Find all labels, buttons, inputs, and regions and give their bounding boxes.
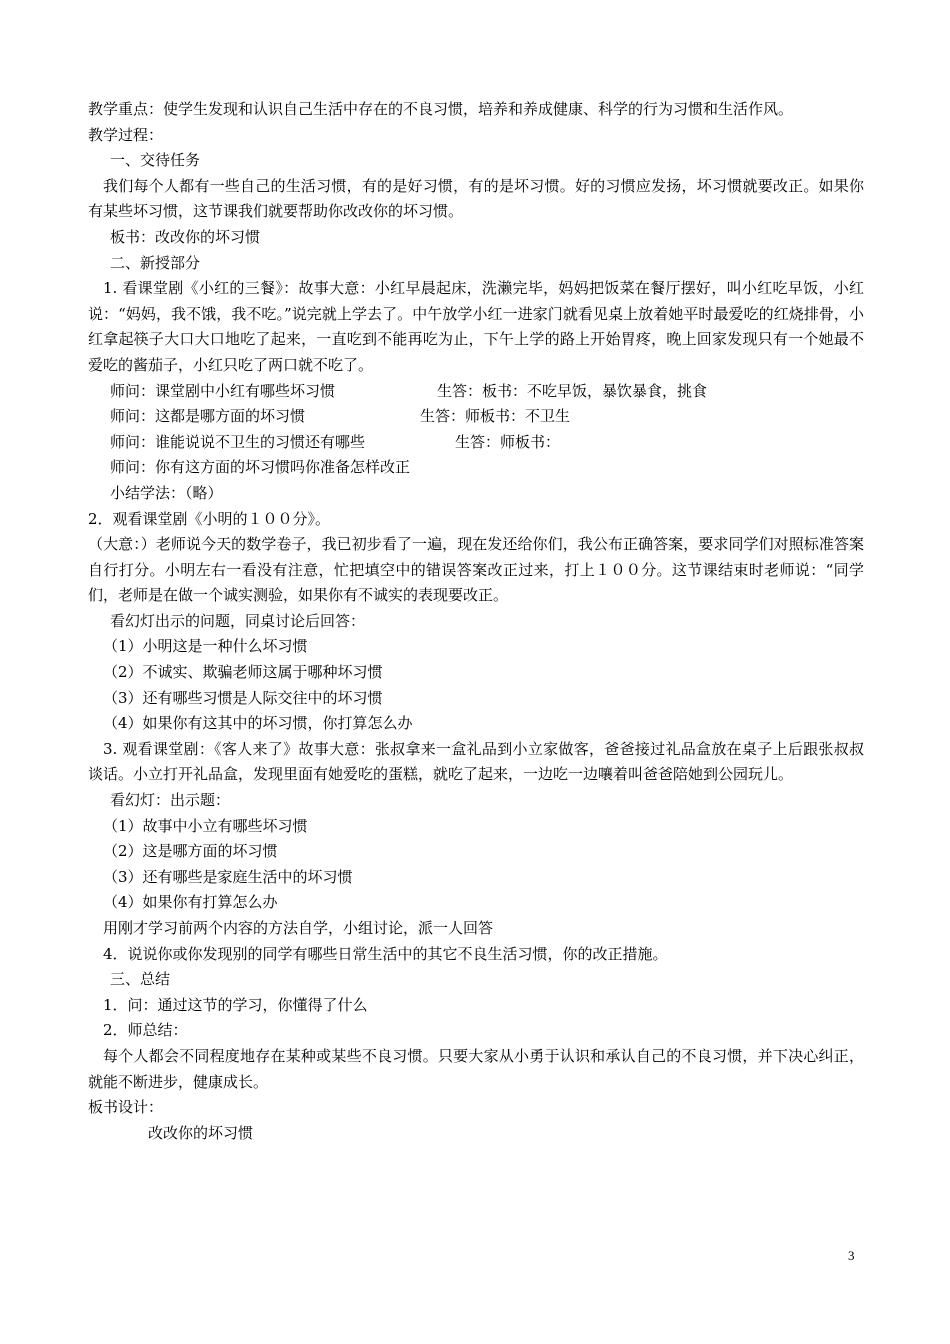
document-body xyxy=(88,97,864,1146)
section-heading-1: 一、交待任务 xyxy=(110,151,201,170)
student-answer-1: 生答：板书：不吃早饭，暴饮暴食，挑食 xyxy=(437,381,708,400)
paragraph-play-2: （大意：）老师说今天的数学卷子，我已初步看了一遍，现在发还给你们，我公布正确答案，要求同学们对照标准答案自行打分。小明左右一看没有注意，忙把填空中的错误答案改正过来，打上１００分。这节课结束时老师说：“同学们，老师是在做一个诚实测验，如果你有不诚实的表现要改正。 xyxy=(88,535,864,605)
section-heading-3: 三、总结 xyxy=(110,970,171,989)
teacher-question-1: 师问：课堂剧中小红有哪些坏习惯 xyxy=(110,381,336,400)
summary-method: 小结学法：（略） xyxy=(110,483,223,502)
item-4: 4．说说你或你发现别的同学有哪些日常生活中的其它不良生活习惯，你的改正措施。 xyxy=(103,944,668,963)
qa-row-2 xyxy=(88,404,864,430)
self-study-note: 用刚才学习前两个内容的方法自学，小组讨论，派一人回答 xyxy=(103,919,494,937)
teacher-question-2: 师问：这都是哪方面的坏习惯 xyxy=(110,407,306,426)
qa-row-3 xyxy=(88,430,864,456)
board-note-1: 板书：改改你的坏习惯 xyxy=(110,227,261,246)
question-2-3: （3）还有哪些习惯是人际交往中的坏习惯 xyxy=(103,688,383,707)
paragraph-summary: 每个人都会不同程度地存在某种或某些不良习惯。只要大家从小勇于认识和承认自己的不良习惯，并下决心纠正，就能不断进步，健康成长。 xyxy=(88,1046,864,1091)
teaching-process-heading: 教学过程： xyxy=(88,125,164,144)
teacher-question-4: 师问：你有这方面的坏习惯吗你准备怎样改正 xyxy=(110,458,411,477)
page-number: 3 xyxy=(848,1248,855,1263)
paragraph-habits-intro: 我们每个人都有一些自己的生活习惯，有的是好习惯，有的是坏习惯。好的习惯应发扬，坏习惯就要改正。如果你有某些坏习惯，这节课我们就要帮助你改改你的坏习惯。 xyxy=(88,176,864,221)
section-heading-2: 二、新授部分 xyxy=(110,253,201,272)
board-design-heading: 板书设计： xyxy=(88,1098,164,1117)
summary-question: 1．问：通过这节的学习，你懂得了什么 xyxy=(103,995,368,1014)
student-answer-2: 生答：师板书：不卫生 xyxy=(420,407,571,426)
question-2-4: （4）如果你有这其中的坏习惯，你打算怎么办 xyxy=(103,714,413,733)
teaching-focus: 教学重点：使学生发现和认识自己生活中存在的不良习惯，培养和养成健康、科学的行为习惯和生活作风。 xyxy=(88,100,794,118)
board-design-title: 改改你的坏习惯 xyxy=(148,1123,254,1142)
teacher-summary-heading: 2．师总结： xyxy=(103,1021,188,1040)
paragraph-play-3: 3. 观看课堂剧：《客人来了》故事大意：张叔拿来一盒礼品到小立家做客，爸爸接过礼品盒放在桌子上后跟张叔叔谈话。小立打开礼品盒，发现里面有她爱吃的蛋糕，就吃了起来，一边吃一边嚷着叫爸爸陪她到公园玩儿。 xyxy=(88,739,864,784)
teacher-question-3: 师问：谁能说说不卫生的习惯还有哪些 xyxy=(110,432,366,451)
question-3-1: （1）故事中小立有哪些坏习惯 xyxy=(103,816,308,835)
question-2-2: （2）不诚实、欺骗老师这属于哪种坏习惯 xyxy=(103,663,383,682)
qa-row-1 xyxy=(88,379,864,405)
slide-prompt-2: 看幻灯：出示题： xyxy=(110,791,231,810)
question-2-1: （1）小明这是一种什么坏习惯 xyxy=(103,637,308,656)
paragraph-play-1: 1. 看课堂剧《小红的三餐》：故事大意：小红早晨起床，洗濑完毕，妈妈把饭菜在餐厅摆好，叫小红吃早饭，小红说：“妈妈，我不饿，我不吃。”说完就上学去了。中午放学小红一进家门就看见桌上放着她平时最爱吃的红烧排骨，小红拿起筷子大口大口地吃了起来，一直吃到不能再吃为止，下午上学的路上开始胃疼，晚上回家发现只有一个她最不爱吃的酱茄子，小红只吃了两口就不吃了。 xyxy=(88,279,864,374)
question-3-3: （3）还有哪些是家庭生活中的坏习惯 xyxy=(103,867,353,886)
slide-prompt-1: 看幻灯出示的问题，同桌讨论后回答： xyxy=(110,611,366,630)
question-3-4: （4）如果你有打算怎么办 xyxy=(103,893,278,912)
question-3-2: （2）这是哪方面的坏习惯 xyxy=(103,842,278,861)
item-2-heading: 2．观看课堂剧《小明的１００分》。 xyxy=(88,509,331,528)
student-answer-3: 生答：师板书： xyxy=(455,432,561,451)
